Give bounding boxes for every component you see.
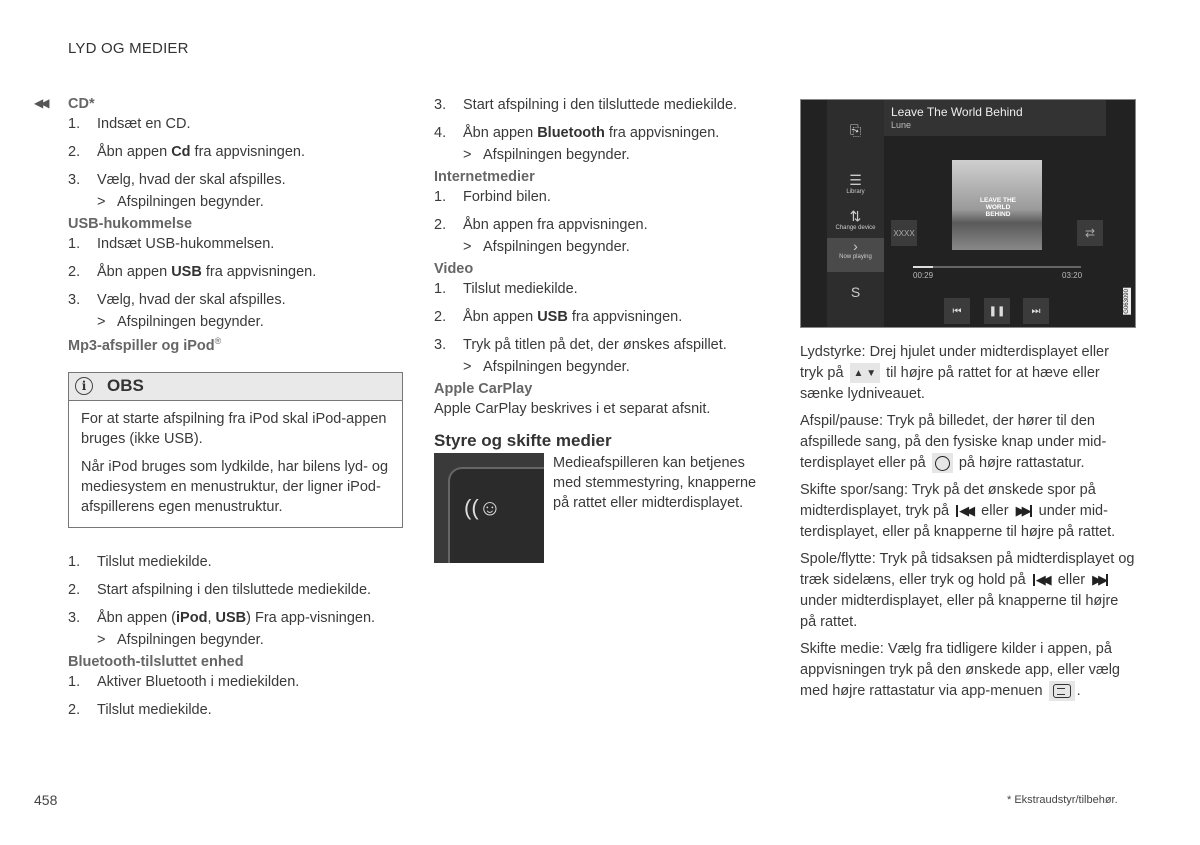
bt-heading: Bluetooth-tilsluttet enhed [68,653,244,670]
side-library: ☰ Library [827,172,884,195]
list-item: 3. Åbn appen (iPod, USB) Fra app-visningen. [68,609,376,626]
media-sidebar [827,100,884,328]
carplay-text: Apple CarPlay beskrives i et separat afsnit. [434,401,711,417]
result-line: > Afspilningen begynder. [97,314,264,330]
obs-paragraph: For at starte afspilning fra iPod skal iPod-appen bruges (ikke USB). [81,410,387,447]
styre-text: Medieafspilleren kan betjenes med stemmestyring, knapperne på rattet eller midterdisplayet. [553,455,757,511]
column-middle [434,95,769,563]
paragraph-play-pause: Afspil/pause: Tryk på billedet, der hører til den afspillede sang, på den fysiske knap under mid-terdisplayet eller på på højre rattastatur. [800,411,1135,474]
result-line: > Afspilningen begynder. [97,194,264,210]
time-total: 03:20 [1062,271,1083,280]
cover-text: LEAVE THE WORLD BEHIND [980,197,1016,218]
result-line: > Afspilningen begynder. [463,359,630,375]
list-item: 2. Åbn appen fra appvisningen. [434,217,648,233]
voice-section [434,453,769,563]
cd-heading: CD* [68,96,95,112]
usb-heading: USB-hukommelse [68,216,193,232]
list-item: 4. Åbn appen Bluetooth fra appvisningen. [434,125,720,141]
list-item: 3. Vælg, hvad der skal afspilles. [68,172,286,188]
previous-icon: ⏮ [944,298,970,324]
list-item: 1. Aktiver Bluetooth i mediekilden. [68,673,300,690]
styre-heading: Styre og skifte medier [434,431,612,450]
list-item: 3. Start afspilning i den tilsluttede mediekilde. [434,97,738,113]
app-menu-icon [1049,681,1075,701]
skip-back-icon: ◀◀ [1033,574,1051,586]
side-now-playing: › Now playing [827,238,884,272]
usb-source-icon: ⎘ [849,122,862,138]
info-icon: i [75,377,93,395]
list-item: 2. Åbn appen Cd fra appvisningen. [68,144,305,160]
change-device-icon: ⇅ [849,208,862,224]
image-code: G063090 [1124,289,1130,314]
obs-notice [68,372,403,528]
list-item: 2. Åbn appen USB fra appvisningen. [434,309,683,325]
bluetooth-icon: Ѕ [850,284,861,300]
song-artist: Lune [891,120,912,130]
shuffle-icon: ⇄ [1077,220,1103,246]
voice-button-image [434,453,544,563]
list-item: 3. Vælg, hvad der skal afspilles. [68,292,286,308]
result-line: > Afspilningen begynder. [463,239,630,255]
skip-forward-icon: ▶▶ [1092,574,1108,586]
song-title: Leave The World Behind [891,105,1023,119]
back-arrows-icon: ◀◀ [34,96,47,110]
paragraph-skip: Skifte spor/sang: Tryk på det ønskede spor på midterdisplayet, tryk på ◀◀ eller ▶▶ under mid-terdisplayet, eller på knapperne til højre på rattet. [800,482,1116,540]
voice-control-icon: ((☺ [464,495,502,520]
media-player-screenshot [800,99,1136,328]
pause-icon: ❚❚ [984,298,1010,324]
list-item: 2. Tilslut mediekilde. [68,701,212,718]
paragraph-volume: Lydstyrke: Drej hjulet under midterdisplayet eller tryk på ▲ ▼ til højre på rattet for at hæve eller sænke lydniveauet. [800,344,1109,402]
mp3-heading: Mp3-afspiller og iPod® [68,336,222,354]
result-line: > Afspilningen begynder. [97,631,264,648]
progress-fill [913,266,933,268]
obs-paragraph: Når iPod bruges som lydkilde, har bilens lyd- og mediesystem en menustruktur, der ligner iPod-afspillerens egen menustruktur. [81,458,389,515]
list-item: 1. Tilslut mediekilde. [68,553,212,570]
list-item: 1. Indsæt USB-hukommelsen. [68,236,275,252]
next-icon: ⏭ [1023,298,1049,324]
skip-back-icon: ◀◀ [956,505,974,517]
carplay-heading: Apple CarPlay [434,381,533,397]
library-icon: ☰ [849,172,862,188]
result-line: > Afspilningen begynder. [463,147,630,163]
list-item: 1. Tilslut mediekilde. [434,281,578,297]
progress-track [913,266,1081,268]
obs-body [69,401,402,527]
obs-header [69,373,402,401]
video-heading: Video [434,261,474,277]
list-item: 1. Forbind bilen. [434,189,551,205]
list-item: 1. Indsæt en CD. [68,116,191,132]
list-item: 3. Tryk på titlen på det, der ønskes afspillet. [434,337,727,353]
skip-forward-icon: ▶▶ [1016,505,1032,517]
side-change-device: ⇅ Change device [827,208,884,231]
left-button: XXXX [891,220,917,246]
volume-up-down-icon: ▲ ▼ [850,363,881,383]
page-number: 458 [34,792,58,808]
time-elapsed: 00:29 [913,271,934,280]
list-item: 2. Åbn appen USB fra appvisningen. [68,264,317,280]
column-left [68,92,403,728]
play-pause-icon [932,453,953,473]
obs-title: OBS [107,376,144,396]
chevron-right-icon: › [853,238,858,254]
page-header: LYD OG MEDIER [68,40,189,57]
footnote: * Ekstraudstyr/tilbehør. [1007,794,1118,806]
column-right [800,99,1135,708]
internet-heading: Internetmedier [434,169,535,185]
paragraph-change-media: Skifte medie: Vælg fra tidligere kilder i appen, på appvisningen tryk på den ønskede app, eller vælg med højre rattastatur via app-menuen . [800,639,1135,702]
paragraph-seek: Spole/flytte: Tryk på tidsaksen på midterdisplayet og træk sidelæns, eller tryk og hold på ◀◀ eller ▶▶ under midterdisplayet, eller på knapperne til højre på rattet. [800,551,1135,630]
list-item: 2. Start afspilning i den tilsluttede mediekilde. [68,581,372,598]
